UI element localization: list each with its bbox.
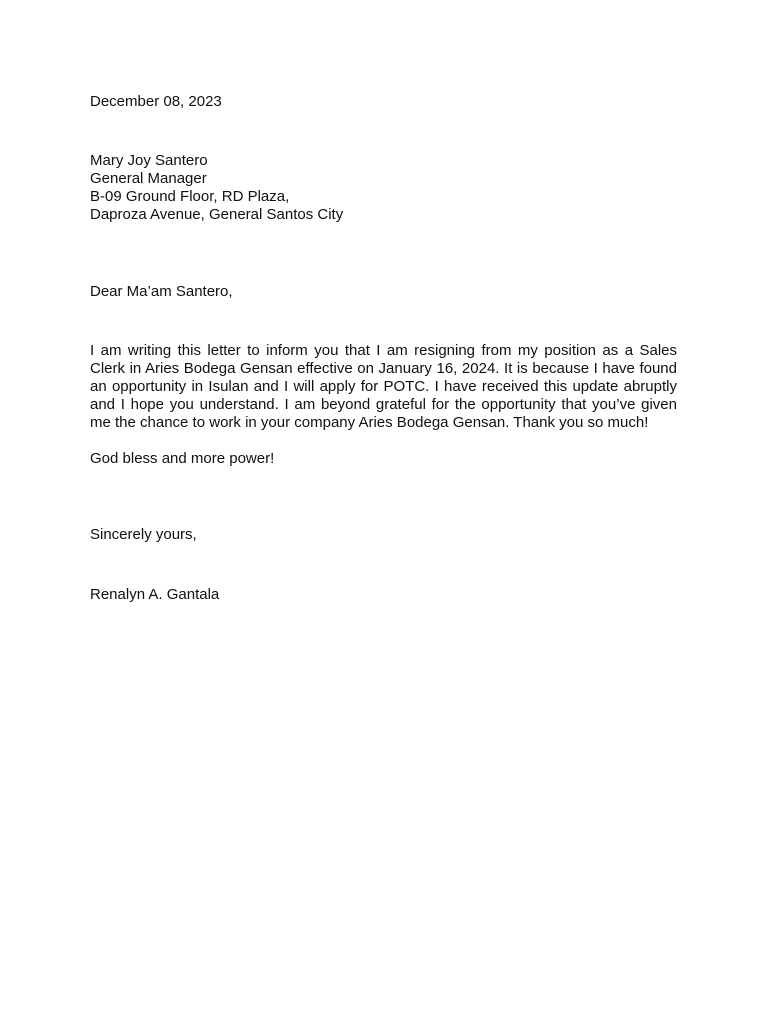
recipient-name: Mary Joy Santero	[90, 152, 208, 169]
recipient-block	[90, 152, 343, 224]
letter-date: December 08, 2023	[90, 93, 222, 110]
recipient-address-line2: Daproza Avenue, General Santos City	[90, 206, 344, 223]
blessing-line: God bless and more power!	[90, 450, 275, 467]
letter-body: I am writing this letter to inform you that I am resigning from my position as a Sales Clerk in Aries Bodega Gensan effective on January 16, 2024. It is because I have found an opportunity in Isulan and I will apply for POTC. I have received this update abruptly and I hope you understand. I am beyond grateful for the opportunity that you’ve given me the chance to work in your company Aries Bodega Gensan. Thank you so much!	[90, 342, 677, 431]
closing-line: Sincerely yours,	[90, 526, 197, 543]
signature-name: Renalyn A. Gantala	[90, 586, 220, 603]
recipient-title: General Manager	[90, 170, 207, 187]
salutation: Dear Ma’am Santero,	[90, 283, 233, 300]
recipient-address-line1: B-09 Ground Floor, RD Plaza,	[90, 188, 290, 205]
